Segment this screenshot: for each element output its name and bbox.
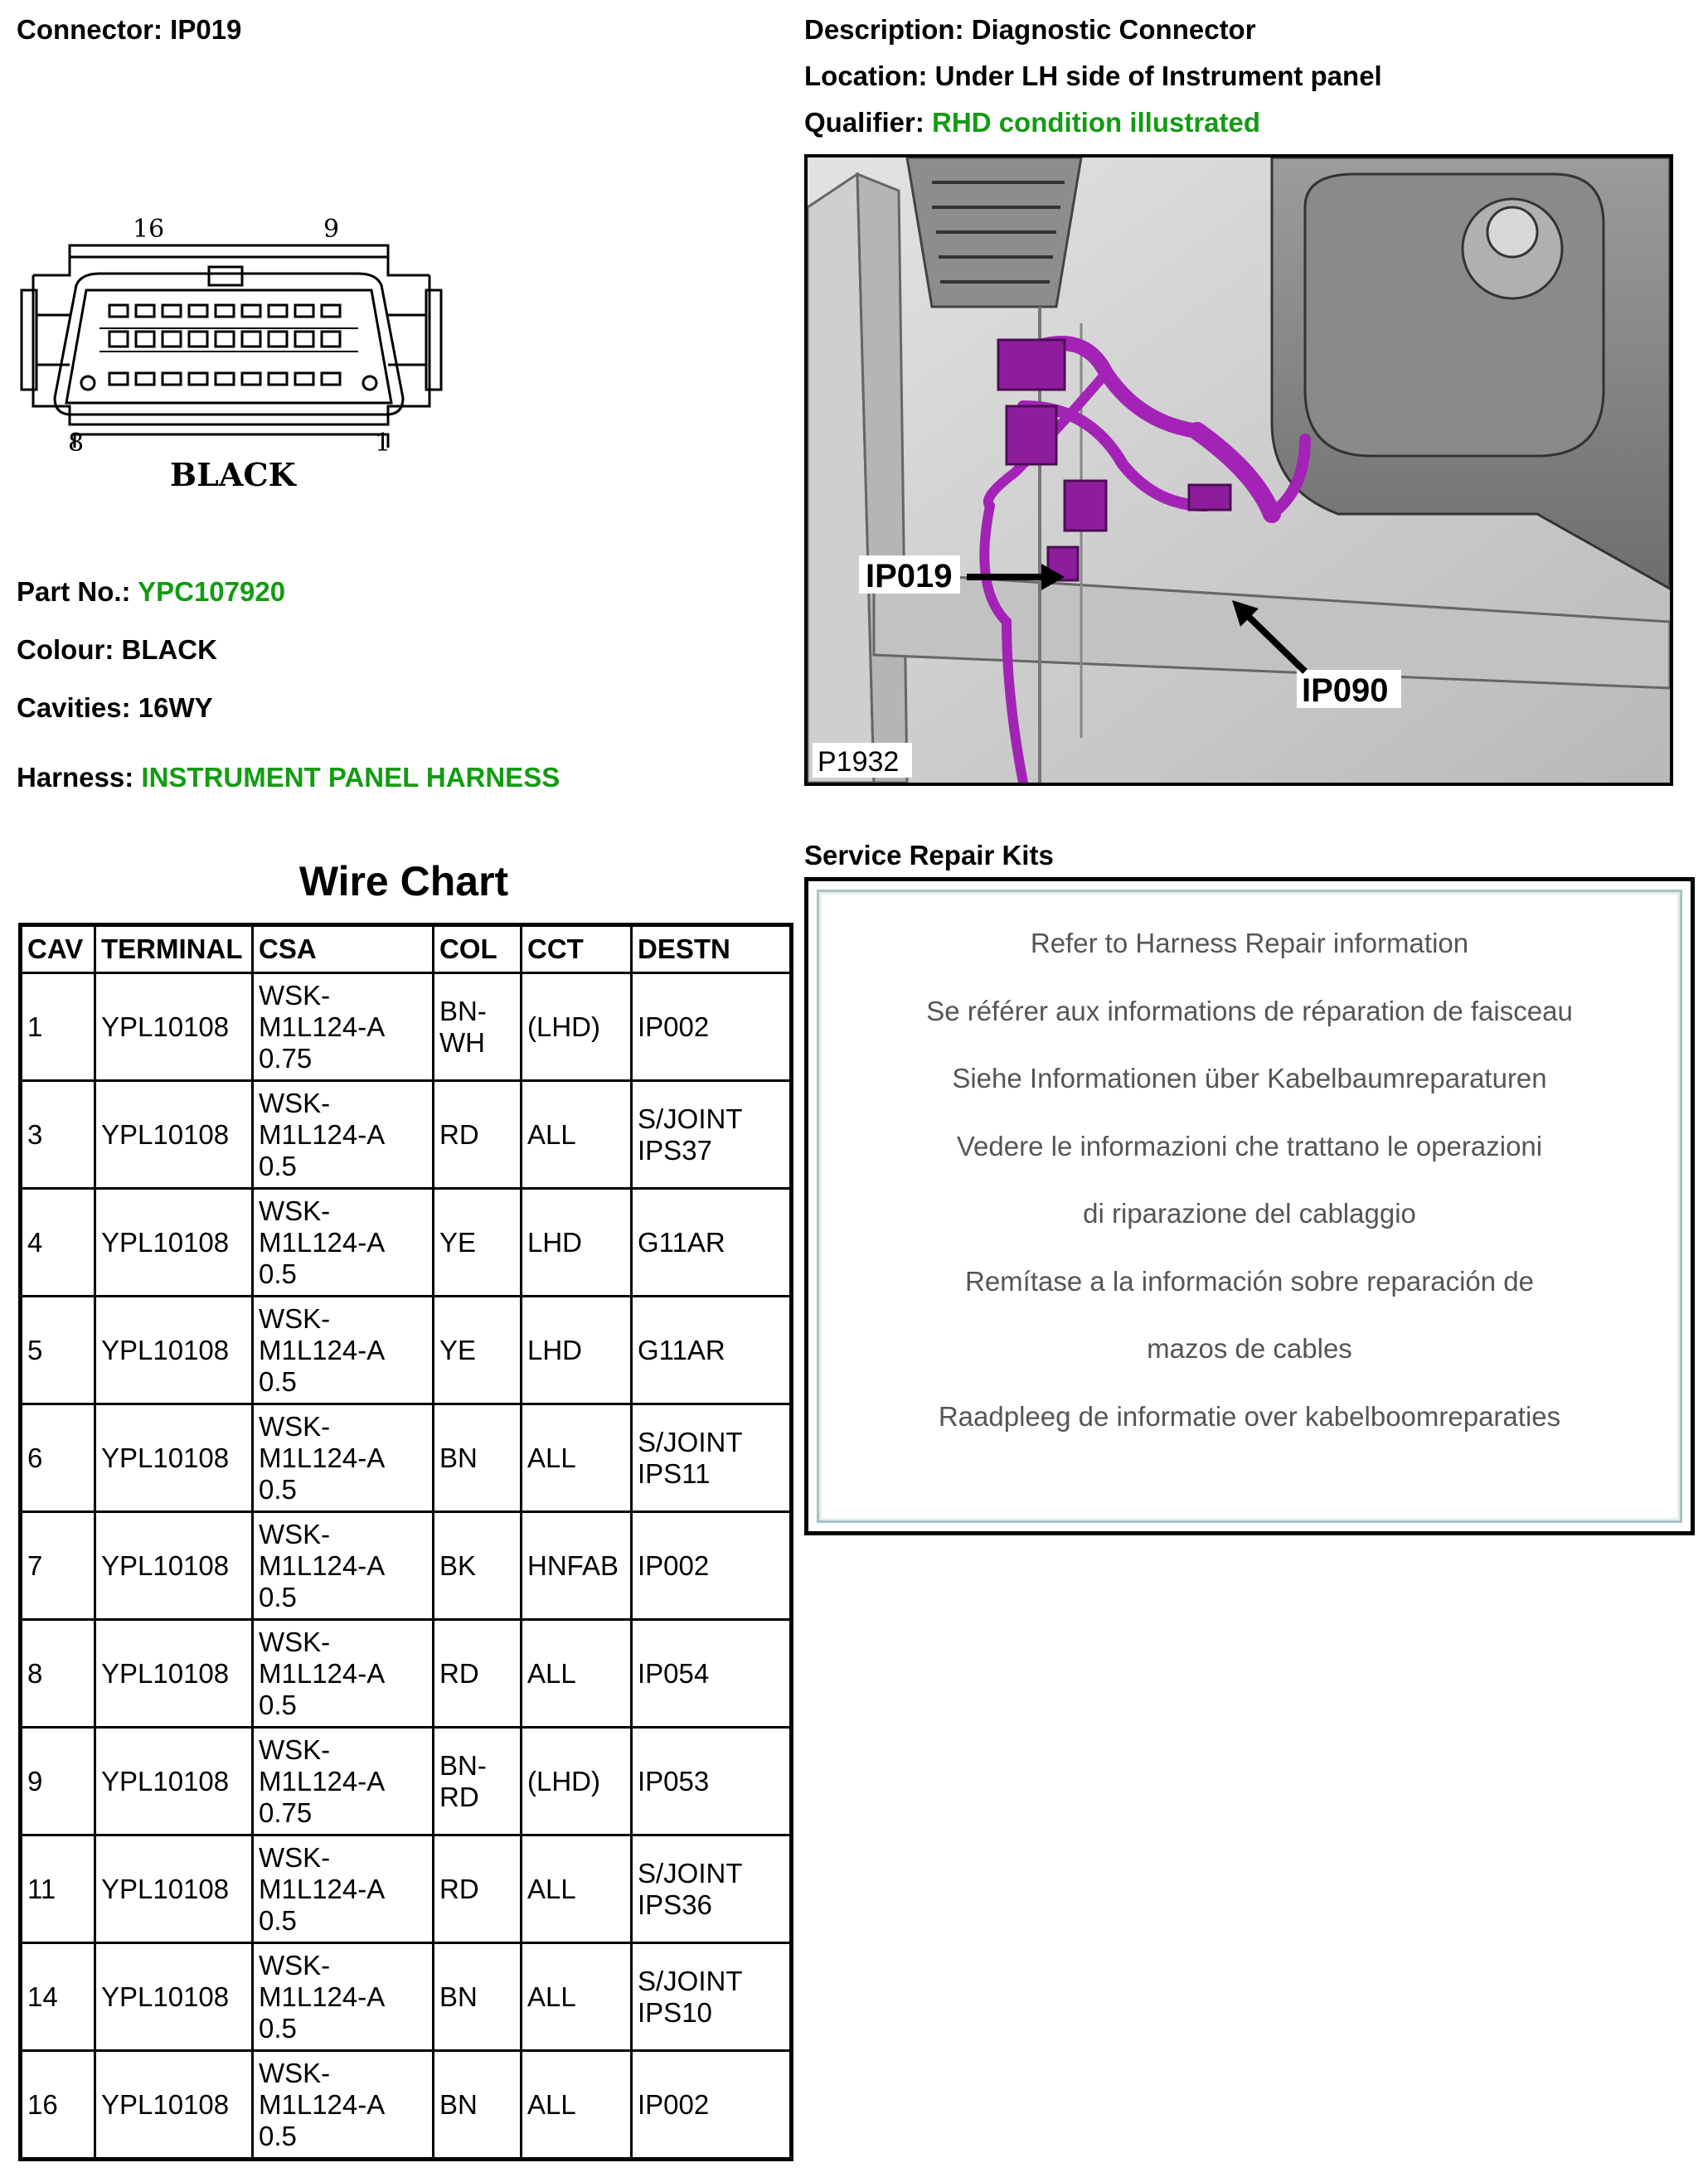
cell-terminal: YPL10108	[95, 2051, 253, 2160]
cell-destn: IP002	[632, 973, 792, 1081]
callout-ip019-label: IP019	[866, 558, 953, 594]
cell-terminal: YPL10108	[95, 973, 253, 1081]
cell-terminal: YPL10108	[95, 1297, 253, 1404]
cell-terminal: YPL10108	[95, 1512, 253, 1620]
cell-destn: S/JOINT IPS37	[632, 1081, 792, 1189]
table-row	[21, 1081, 792, 1189]
repair-info-line: Siehe Informationen über Kabelbaumreparaturen	[952, 1063, 1547, 1093]
callout-ip090-label: IP090	[1302, 672, 1389, 709]
cell-csa: WSK- M1L124-A 0.5	[253, 1943, 434, 2051]
cell-csa: WSK- M1L124-A 0.5	[253, 1835, 434, 1943]
location-photo	[804, 154, 1673, 786]
cell-cav: 11	[21, 1835, 95, 1943]
repair-info-line: Refer to Harness Repair information	[1030, 928, 1469, 958]
cavities-label: Cavities:	[17, 692, 131, 723]
location-value: Under LH side of Instrument panel	[934, 61, 1382, 91]
pin-label-8: 8	[68, 429, 85, 458]
cell-cct: ALL	[522, 1081, 632, 1189]
repair-info-line: mazos de cables	[1147, 1333, 1352, 1364]
cell-destn: G11AR	[632, 1189, 792, 1297]
cell-csa: WSK- M1L124-A 0.5	[253, 1081, 434, 1189]
part-number-line	[17, 575, 285, 609]
cell-cav: 3	[21, 1081, 95, 1189]
table-row	[21, 1297, 792, 1404]
cell-cav: 14	[21, 1943, 95, 2051]
qualifier-label: Qualifier:	[804, 107, 924, 138]
location-label: Location:	[804, 61, 928, 91]
table-row	[21, 1620, 792, 1728]
description-label: Description:	[804, 14, 964, 45]
service-repair-kits-inner	[817, 890, 1682, 1523]
table-row	[21, 1512, 792, 1620]
cell-col: BN	[434, 1943, 522, 2051]
cell-cav: 16	[21, 2051, 95, 2160]
pin-label-9: 9	[323, 215, 340, 244]
pin-label-1: 1	[375, 429, 391, 458]
cell-csa: WSK- M1L124-A 0.5	[253, 1620, 434, 1728]
harness-line	[17, 761, 560, 794]
cell-terminal: YPL10108	[95, 1081, 253, 1189]
cell-terminal: YPL10108	[95, 1835, 253, 1943]
table-row	[21, 2051, 792, 2160]
cell-cct: ALL	[522, 1835, 632, 1943]
wire-chart-table	[18, 923, 793, 2161]
column-header-col: COL	[434, 925, 522, 973]
column-header-cav: CAV	[21, 925, 95, 973]
cell-terminal: YPL10108	[95, 1189, 253, 1297]
location-line	[804, 60, 1382, 93]
repair-info-line: Raadpleeg de informatie over kabelboomreparaties	[938, 1400, 1561, 1432]
cell-cav: 5	[21, 1297, 95, 1404]
figure-id: P1932	[818, 746, 900, 778]
cell-terminal: YPL10108	[95, 1620, 253, 1728]
service-repair-kits-title: Service Repair Kits	[804, 840, 1054, 870]
cell-col: YE	[434, 1189, 522, 1297]
cell-cct: LHD	[522, 1189, 632, 1297]
repair-info-line: Vedere le informazioni che trattano le operazioni	[956, 1130, 1543, 1161]
table-row	[21, 1835, 792, 1943]
cell-cct: HNFAB	[522, 1512, 632, 1620]
connector-label: Connector:	[17, 14, 163, 45]
colour-value: BLACK	[121, 634, 217, 665]
cell-csa: WSK- M1L124-A 0.75	[253, 1728, 434, 1835]
cell-csa: WSK- M1L124-A 0.5	[253, 1404, 434, 1512]
cell-cct: LHD	[522, 1297, 632, 1404]
cell-cav: 9	[21, 1728, 95, 1835]
cell-cct: ALL	[522, 1404, 632, 1512]
cell-cct: (LHD)	[522, 1728, 632, 1835]
cell-col: BN- RD	[434, 1728, 522, 1835]
colour-label: Colour:	[17, 634, 114, 665]
cell-terminal: YPL10108	[95, 1728, 253, 1835]
repair-info-line: di riparazione del cablaggio	[1083, 1198, 1416, 1229]
cell-col: BN	[434, 1404, 522, 1512]
cell-csa: WSK- M1L124-A 0.5	[253, 2051, 434, 2160]
connector-heading	[17, 13, 241, 46]
part-number-value: YPC107920	[138, 576, 286, 607]
wire-chart-header-row	[21, 925, 792, 973]
description-line	[804, 13, 1256, 46]
cell-col: BN	[434, 2051, 522, 2160]
cavities-value: 16WY	[138, 692, 213, 723]
cell-destn: G11AR	[632, 1297, 792, 1404]
cell-csa: WSK- M1L124-A 0.5	[253, 1512, 434, 1620]
qualifier-value: RHD condition illustrated	[932, 107, 1261, 138]
cell-destn: S/JOINT IPS11	[632, 1404, 792, 1512]
qualifier-line	[804, 106, 1260, 139]
cell-destn: IP002	[632, 1512, 792, 1620]
colour-line	[17, 633, 217, 667]
cell-destn: IP054	[632, 1620, 792, 1728]
connector-face-diagram	[17, 207, 448, 506]
cell-cav: 6	[21, 1404, 95, 1512]
column-header-destn: DESTN	[632, 925, 792, 973]
wire-chart-title: Wire Chart	[298, 858, 509, 904]
column-header-csa: CSA	[253, 925, 434, 973]
cell-csa: WSK- M1L124-A 0.5	[253, 1189, 434, 1297]
cell-cav: 4	[21, 1189, 95, 1297]
cell-terminal: YPL10108	[95, 1943, 253, 2051]
cell-col: RD	[434, 1081, 522, 1189]
cell-cav: 8	[21, 1620, 95, 1728]
repair-info-line: Se référer aux informations de réparation de faisceau	[926, 995, 1573, 1026]
harness-value: INSTRUMENT PANEL HARNESS	[141, 762, 560, 793]
cell-destn: S/JOINT IPS36	[632, 1835, 792, 1943]
cell-destn: S/JOINT IPS10	[632, 1943, 792, 2051]
cell-cct: (LHD)	[522, 973, 632, 1081]
cell-col: YE	[434, 1297, 522, 1404]
table-row	[21, 1189, 792, 1297]
harness-label: Harness:	[17, 762, 134, 793]
cavities-line	[17, 691, 213, 725]
cell-terminal: YPL10108	[95, 1404, 253, 1512]
table-row	[21, 1728, 792, 1835]
column-header-terminal: TERMINAL	[95, 925, 253, 973]
connector-id: IP019	[170, 14, 242, 45]
table-row	[21, 1943, 792, 2051]
cell-col: RD	[434, 1620, 522, 1728]
cell-destn: IP002	[632, 2051, 792, 2160]
table-row	[21, 973, 792, 1081]
cell-cct: ALL	[522, 1943, 632, 2051]
cell-cav: 1	[21, 973, 95, 1081]
cell-csa: WSK- M1L124-A 0.75	[253, 973, 434, 1081]
cell-cct: ALL	[522, 2051, 632, 2160]
cell-csa: WSK- M1L124-A 0.5	[253, 1297, 434, 1404]
cell-cav: 7	[21, 1512, 95, 1620]
connector-colour-label: BLACK	[170, 456, 296, 493]
service-repair-kits-box	[804, 877, 1695, 1535]
part-number-label: Part No.:	[17, 576, 131, 607]
pin-label-16: 16	[133, 215, 165, 244]
cell-col: BK	[434, 1512, 522, 1620]
repair-info-line: Remítase a la información sobre reparación de	[964, 1265, 1535, 1297]
description-value: Diagnostic Connector	[971, 14, 1256, 45]
cell-destn: IP053	[632, 1728, 792, 1835]
column-header-cct: CCT	[522, 925, 632, 973]
table-row	[21, 1404, 792, 1512]
cell-col: BN- WH	[434, 973, 522, 1081]
cell-cct: ALL	[522, 1620, 632, 1728]
cell-col: RD	[434, 1835, 522, 1943]
